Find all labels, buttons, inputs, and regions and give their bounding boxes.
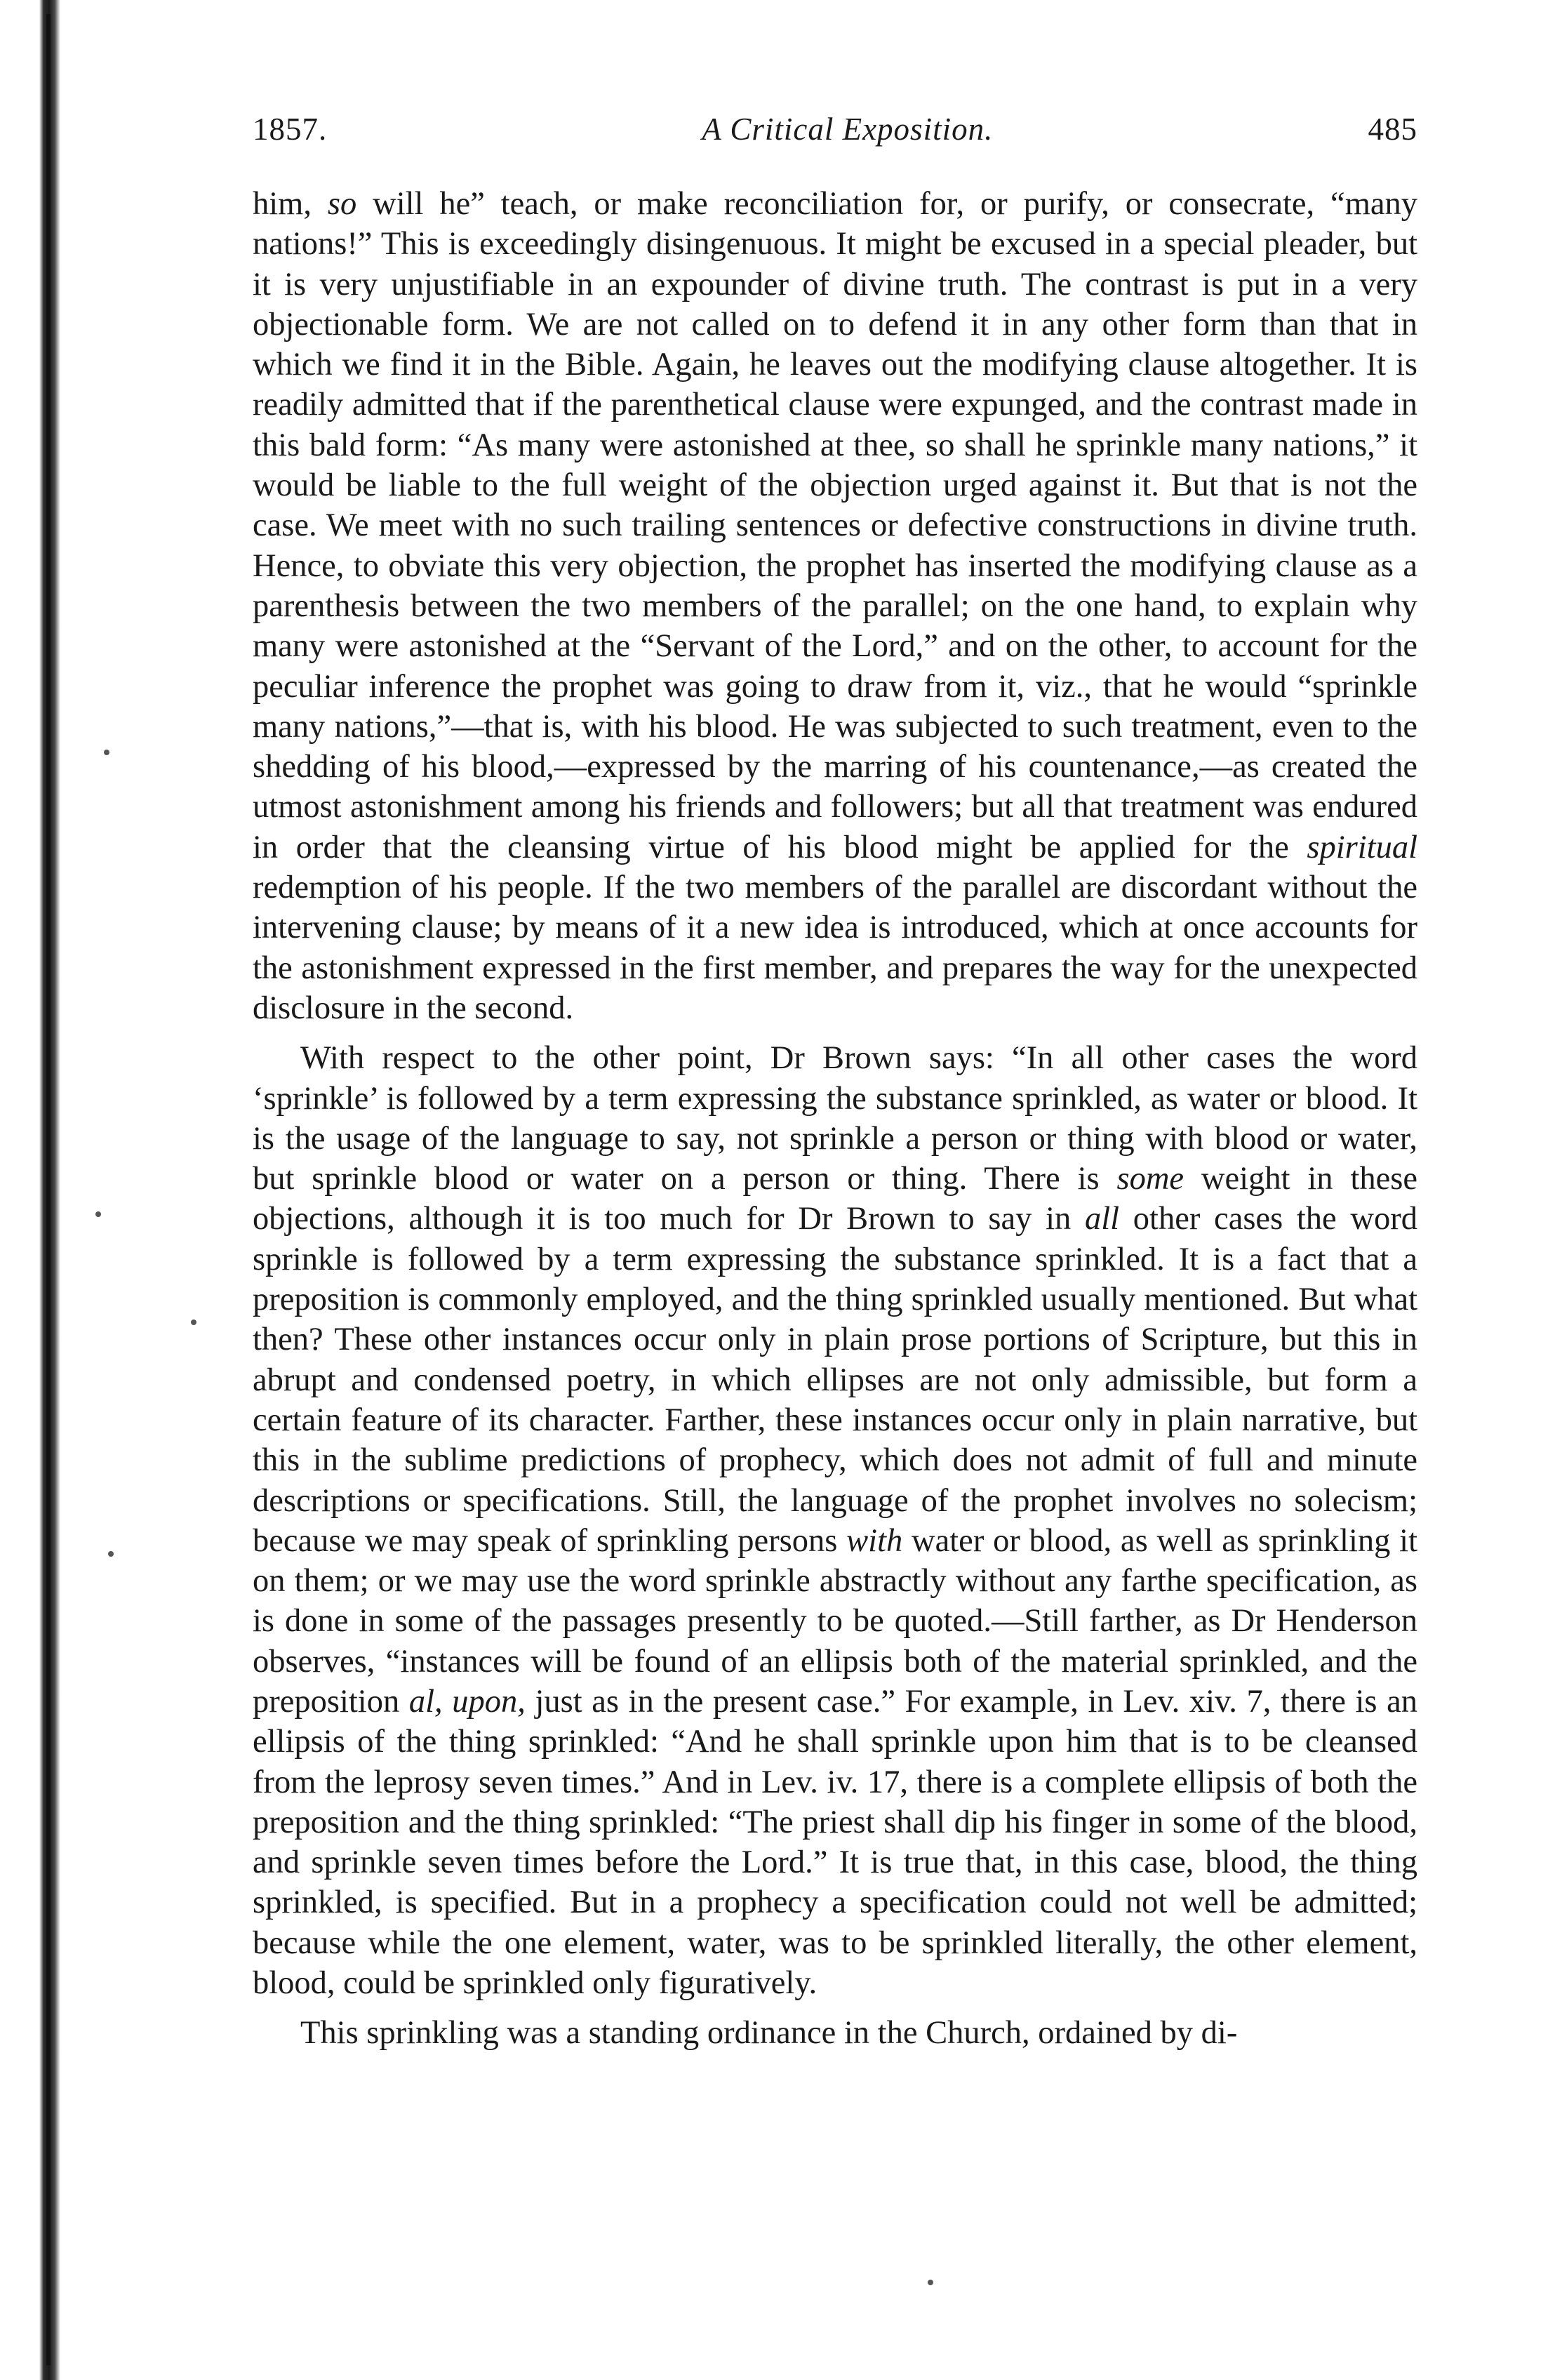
page-gutter-edge — [0, 0, 60, 2380]
binding-rule — [46, 14, 51, 2365]
body-text — [253, 184, 1417, 2054]
paragraph-1: him, so will he” teach, or make reconciliation for, or purify, or consecrate, “many nations!” This is exceedingly disingenuous. It might be excused in a special pleader, but it is very unjustifiable in an expounder of divine truth. The contrast is put in a very objectionable form. We are not called on to defend it in any other form than that in which we find it in the Bible. Again, he leaves out the modifying clause altogether. It is readily admitted that if the parenthetical clause were expunged, and the contrast made in this bald form: “As many were astonished at thee, so shall he sprinkle many nations,” it would be liable to the full weight of the objection urged against it. But that is not the case. We meet with no such trailing sentences or defective constructions in divine truth. Hence, to obviate this very objection, the prophet has inserted the modifying clause as a parenthesis between the two members of the parallel; on the one hand, to explain why many were astonished at the “Servant of the Lord,” and on the other, to account for the peculiar inference the prophet was going to draw from it, viz., that he would “sprinkle many nations,”—that is, with his blood. He was subjected to such treatment, even to the shedding of his blood,—expressed by the marring of his countenance,—as created the utmost astonishment among his friends and followers; but all that treatment was endured in order that the cleansing virtue of his blood might be applied for the spiritual redemption of his people. If the two members of the parallel are discordant without the intervening clause; by means of it a new idea is introduced, which at once accounts for the astonishment expressed in the first member, and prepares the way for the unexpected disclosure in the second. — [253, 186, 1418, 1026]
paragraph-2: With respect to the other point, Dr Brown says: “In all other cases the word ‘sprinkle’ is followed by a term expressing the substance sprinkled, as water or blood. It is the usage of the language to say, not sprinkle a person or thing with blood or water, but sprinkle blood or water on a person or thing. There is some weight in these objections, although it is too much for Dr Brown to say in all other cases the word sprinkle is followed by a term expressing the substance sprinkled. It is a fact that a preposition is commonly employed, and the thing sprinkled usually mentioned. But what then? These other instances occur only in plain prose portions of Scripture, but this in abrupt and condensed poetry, in which ellipses are not only admissible, but form a certain feature of its character. Farther, these instances occur only in plain narrative, but this in the sublime predictions of prophecy, which does not admit of full and minute descriptions or specifications. Still, the language of the prophet involves no solecism; because we may speak of sprinkling persons with water or blood, as well as sprinkling it on them; or we may use the word sprinkle abstractly without any farthe specification, as is done in some of the passages presently to be quoted.—Still farther, as Dr Henderson observes, “instances will be found of an ellipsis both of the material sprinkled, and the preposition al, upon, just as in the present case.” For example, in Lev. xiv. 7, there is an ellipsis of the thing sprinkled: “And he shall sprinkle upon him that is to be cleansed from the leprosy seven times.” And in Lev. iv. 17, there is a complete ellipsis of both the preposition and the thing sprinkled: “The priest shall dip his finger in some of the blood, and sprinkle seven times before the Lord.” It is true that, in this case, blood, the thing sprinkled, is specified. But in a prophecy a specification could not well be admitted; because while the one element, water, was to be sprinkled literally, the other element, blood, could be sprinkled only figuratively. — [253, 1040, 1417, 2002]
margin-mark — [104, 750, 109, 755]
page-number: 485 — [1368, 112, 1417, 147]
margin-mark — [191, 1319, 196, 1325]
header-year: 1857. — [253, 112, 328, 147]
running-header — [253, 111, 1417, 153]
margin-mark — [928, 2280, 933, 2285]
margin-mark — [108, 1551, 114, 1557]
paragraph-3: This sprinkling was a standing ordinance in the Church, ordained by di- — [300, 2015, 1238, 2052]
margin-mark — [95, 1211, 101, 1217]
header-title: A Critical Exposition. — [702, 112, 994, 147]
